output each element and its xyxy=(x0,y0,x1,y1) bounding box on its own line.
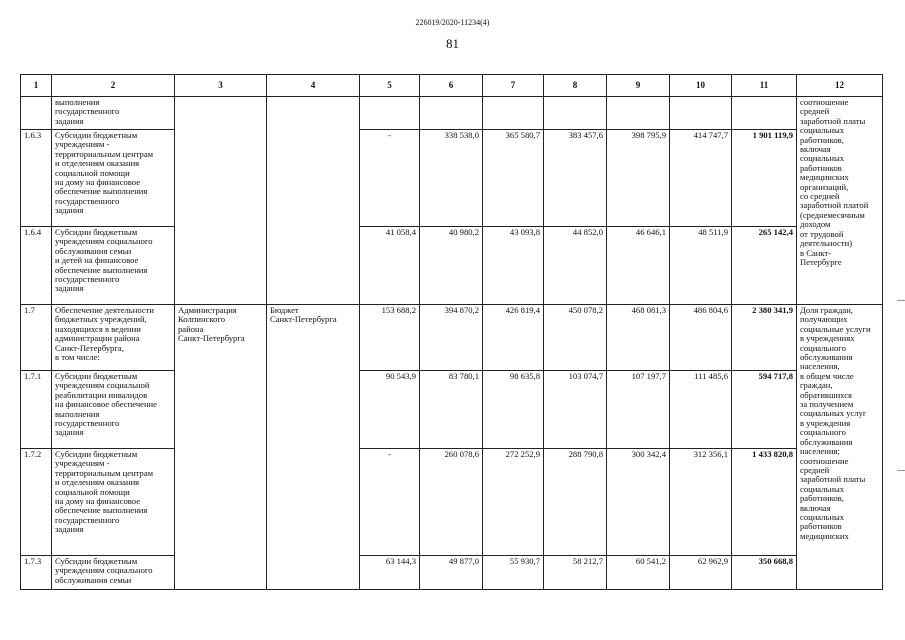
value-2020: - xyxy=(360,130,420,227)
table-row xyxy=(21,227,883,305)
column-header: 6 xyxy=(420,75,483,97)
value-cell xyxy=(732,97,797,130)
row-name: Субсидии бюджетным учреждениям - территориальным центрам и отделениям оказания социальной помощи на дому на финансовое обеспечение выполнения государственного задания xyxy=(52,130,175,227)
table-row xyxy=(21,371,883,449)
column-header: 10 xyxy=(670,75,732,97)
value-2022: 272 252,9 xyxy=(483,449,544,556)
value-2025: 312 356,1 xyxy=(670,449,732,556)
document-code: 226019/2020-11234(4) xyxy=(415,18,490,27)
value-2022: 43 093,8 xyxy=(483,227,544,305)
value-2025: 62 962,9 xyxy=(670,556,732,590)
column-header: 1 xyxy=(21,75,52,97)
page-number: 81 xyxy=(446,36,459,51)
source-cell: Бюджет Санкт-Петербурга xyxy=(267,305,360,590)
value-total: 350 668,8 xyxy=(732,556,797,590)
value-cell xyxy=(360,97,420,130)
column-header: 5 xyxy=(360,75,420,97)
value-2020: 63 144,3 xyxy=(360,556,420,590)
column-header: 7 xyxy=(483,75,544,97)
value-cell xyxy=(544,97,607,130)
value-2024: 398 795,9 xyxy=(607,130,670,227)
column-header: 4 xyxy=(267,75,360,97)
value-total: 265 142,4 xyxy=(732,227,797,305)
table-row xyxy=(21,97,883,130)
value-2021: 260 078,6 xyxy=(420,449,483,556)
row-number: 1.6.3 xyxy=(21,130,52,227)
value-2025: 111 485,6 xyxy=(670,371,732,449)
value-2021: 338 538,0 xyxy=(420,130,483,227)
value-total: 594 717,8 xyxy=(732,371,797,449)
value-2022: 426 819,4 xyxy=(483,305,544,371)
value-2023: 383 457,6 xyxy=(544,130,607,227)
value-2020: 153 688,2 xyxy=(360,305,420,371)
row-number xyxy=(21,97,52,130)
column-header: 2 xyxy=(52,75,175,97)
indicator-cell: соотношение средней заработной платы социальных работников, включая социальных работников медицинских организаций, со средней заработной платой (среднемесячным доходом от трудовой деятельности) в Санкт- Петербурге xyxy=(797,97,883,305)
value-cell xyxy=(670,97,732,130)
value-2025: 486 804,6 xyxy=(670,305,732,371)
value-2021: 40 980,2 xyxy=(420,227,483,305)
column-header: 3 xyxy=(175,75,267,97)
table-row xyxy=(21,305,883,371)
row-name: Обеспечение деятельности бюджетных учреждений, находящихся в ведении администрации района Санкт-Петербурга, в том числе: xyxy=(52,305,175,371)
table-row xyxy=(21,449,883,556)
value-2023: 103 074,7 xyxy=(544,371,607,449)
row-name: Субсидии бюджетным учреждениям социального обслуживания семьи xyxy=(52,556,175,590)
column-number-row xyxy=(21,75,883,97)
value-cell xyxy=(483,97,544,130)
source-cell xyxy=(267,97,360,305)
program-table xyxy=(20,74,883,590)
value-2020: - xyxy=(360,449,420,556)
row-name: выполнения государственного задания xyxy=(52,97,175,130)
value-total: 2 380 341,9 xyxy=(732,305,797,371)
column-header: 12 xyxy=(797,75,883,97)
value-2021: 49 877,0 xyxy=(420,556,483,590)
column-header: 11 xyxy=(732,75,797,97)
row-name: Субсидии бюджетным учреждениям социальной реабилитации инвалидов на финансовое обеспечение выполнения государственного задания xyxy=(52,371,175,449)
column-header: 9 xyxy=(607,75,670,97)
value-2020: 90 543,9 xyxy=(360,371,420,449)
value-total: 1 901 119,9 xyxy=(732,130,797,227)
value-2022: 365 580,7 xyxy=(483,130,544,227)
row-number: 1.7 xyxy=(21,305,52,371)
row-name: Субсидии бюджетным учреждениям - территориальным центрам и отделениям оказания социальной помощи на дому на финансовое обеспечение выполнения государственного задания xyxy=(52,449,175,556)
row-number: 1.7.3 xyxy=(21,556,52,590)
value-2024: 107 197,7 xyxy=(607,371,670,449)
row-number: 1.7.2 xyxy=(21,449,52,556)
value-2022: 55 930,7 xyxy=(483,556,544,590)
value-2023: 58 212,7 xyxy=(544,556,607,590)
value-2023: 44 852,0 xyxy=(544,227,607,305)
value-2024: 46 646,1 xyxy=(607,227,670,305)
value-2023: 288 790,8 xyxy=(544,449,607,556)
table-row xyxy=(21,556,883,590)
value-2022: 98 635,8 xyxy=(483,371,544,449)
indicator-cell: Доля граждан, получающих социальные услуги в учреждениях социального обслуживания населения, в общем числе граждан, обратившихся за получением социальных услуг в учреждения социального обслуживания населения; соотношение средней заработной платы социальных работников, включая социальных работников медицинских xyxy=(797,305,883,590)
row-name: Субсидии бюджетным учреждениям социального обслуживания семьи и детей на финансовое обеспечение выполнения государственного задания xyxy=(52,227,175,305)
value-2024: 300 342,4 xyxy=(607,449,670,556)
executor-cell: Администрация Колпинского района Санкт-Петербурга xyxy=(175,305,267,590)
row-number: 1.7.1 xyxy=(21,371,52,449)
value-cell xyxy=(420,97,483,130)
value-cell xyxy=(607,97,670,130)
value-2024: 468 081,3 xyxy=(607,305,670,371)
value-2025: 48 511,9 xyxy=(670,227,732,305)
value-2025: 414 747,7 xyxy=(670,130,732,227)
value-2021: 394 870,2 xyxy=(420,305,483,371)
value-2021: 83 780,1 xyxy=(420,371,483,449)
value-total: 1 433 820,8 xyxy=(732,449,797,556)
value-2020: 41 058,4 xyxy=(360,227,420,305)
scan-mark xyxy=(897,470,905,471)
executor-cell xyxy=(175,97,267,305)
column-header: 8 xyxy=(544,75,607,97)
table-row xyxy=(21,130,883,227)
scan-mark xyxy=(897,300,905,301)
row-number: 1.6.4 xyxy=(21,227,52,305)
value-2024: 60 541,2 xyxy=(607,556,670,590)
value-2023: 450 078,2 xyxy=(544,305,607,371)
